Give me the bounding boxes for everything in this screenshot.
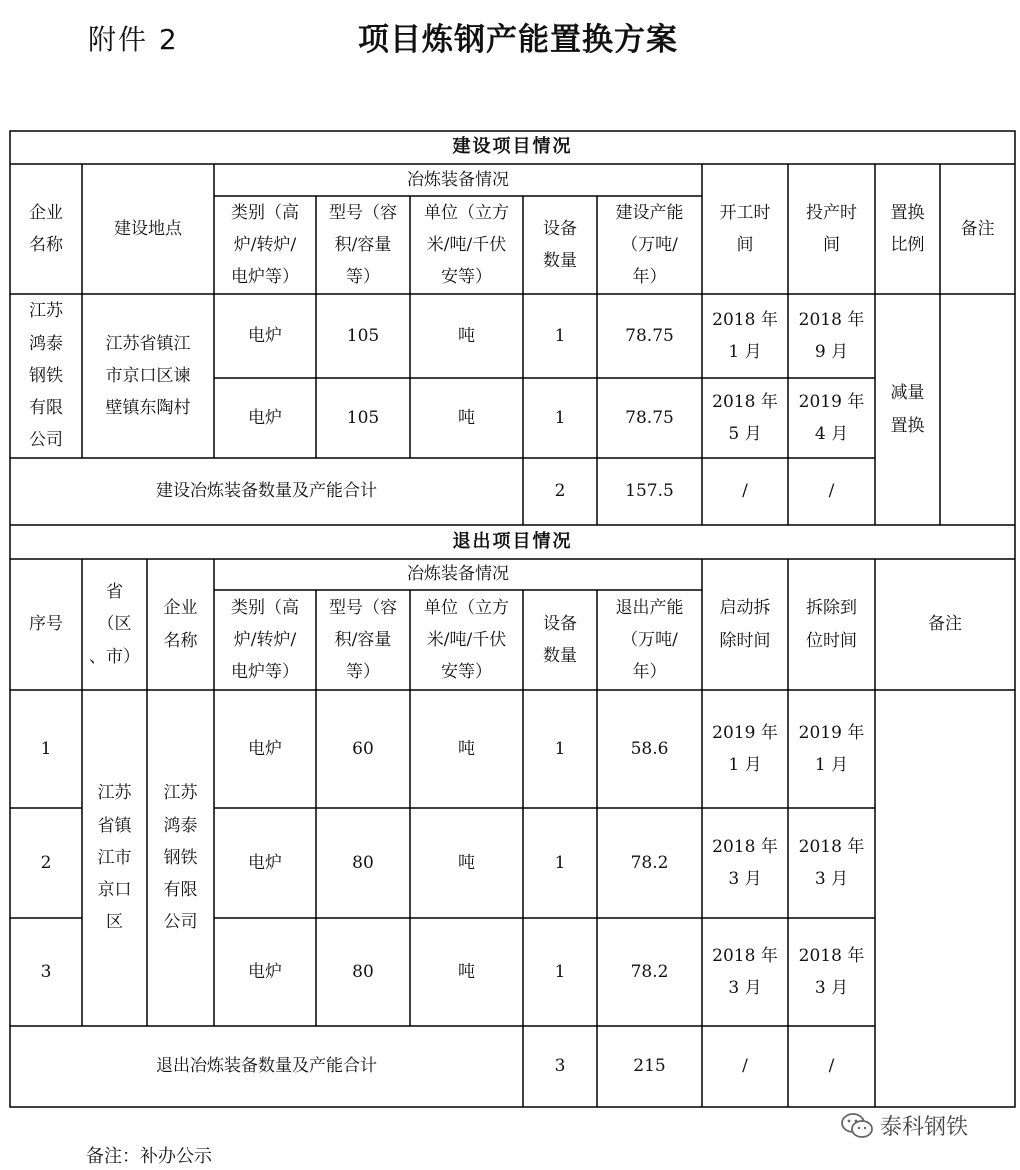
table-row-cell: 105 xyxy=(346,325,380,346)
build-ratio: 减量 置换 xyxy=(890,383,925,436)
table-row-cell: 1 xyxy=(554,738,566,759)
exit-total-done: / xyxy=(828,1056,835,1077)
table-row-cell: 78.75 xyxy=(625,325,674,346)
build-header-capacity: 建设产能 （万吨/ 年） xyxy=(615,202,684,288)
table-row-cell: 吨 xyxy=(458,407,475,428)
table-row-cell: 电炉 xyxy=(248,961,282,982)
build-header-company: 企业 名称 xyxy=(29,202,63,255)
table-row-cell: 60 xyxy=(352,738,374,759)
table-row-cell: 105 xyxy=(346,407,380,428)
build-header-model: 型号（容 积/容量 等） xyxy=(329,202,397,288)
build-header-ratio: 置换 比例 xyxy=(890,202,925,255)
exit-header-company: 企业 名称 xyxy=(163,598,198,651)
table-row-cell: 2018 年 5 月 xyxy=(712,391,778,444)
table-row-cell: 2018 年 3 月 xyxy=(712,945,778,998)
table-row-cell: 吨 xyxy=(458,738,475,759)
exit-section-title: 退出项目情况 xyxy=(452,530,573,552)
table-row-cell: 58.6 xyxy=(630,738,669,759)
build-total-count: 2 xyxy=(554,481,566,502)
footnote: 备注：补办公示 xyxy=(86,1146,212,1167)
table-row-cell: 2018 年 3 月 xyxy=(798,836,865,889)
table-row-cell: 吨 xyxy=(458,852,475,873)
table-row-cell: 78.2 xyxy=(630,961,669,982)
table-row-cell: 80 xyxy=(352,852,374,873)
build-company: 江苏 鸿泰 钢铁 有限 公司 xyxy=(29,301,63,451)
build-header-remark: 备注 xyxy=(960,218,995,239)
table-row-cell: 2018 年 1 月 xyxy=(712,309,778,362)
table-row-cell: 2019 年 1 月 xyxy=(798,722,865,775)
table-row-cell: 2018 年 9 月 xyxy=(798,309,865,362)
build-total-capacity: 157.5 xyxy=(625,481,674,502)
build-header-location: 建设地点 xyxy=(114,218,182,239)
exit-total-capacity: 215 xyxy=(633,1056,666,1077)
wechat-icon xyxy=(840,1112,874,1140)
table-row-cell: 电炉 xyxy=(248,325,282,346)
attachment-label: 附件 2 xyxy=(88,23,179,56)
build-total-label: 建设冶炼装备数量及产能合计 xyxy=(156,481,377,502)
exit-province: 江苏 省镇 江市 京口 区 xyxy=(97,783,132,933)
exit-header-type: 类别（高 炉/转炉/ 电炉等） xyxy=(231,597,299,683)
table-row-cell: 1 xyxy=(554,852,566,873)
exit-header-model: 型号（容 积/容量 等） xyxy=(329,597,397,683)
table-row-cell: 2019 年 1 月 xyxy=(712,722,778,775)
page-title: 项目炼钢产能置换方案 xyxy=(358,22,678,58)
table-row-cell: 78.2 xyxy=(630,852,669,873)
table-row-cell: 电炉 xyxy=(248,407,282,428)
exit-equip-group-header: 冶炼装备情况 xyxy=(407,564,509,585)
exit-total-start: / xyxy=(742,1056,748,1077)
watermark-text: 泰科钢铁 xyxy=(880,1115,969,1140)
table-row-cell: 2018 年 3 月 xyxy=(798,945,865,998)
exit-header-unit: 单位（立方 米/吨/千伏 安等） xyxy=(424,597,509,683)
exit-header-count: 设备 数量 xyxy=(543,613,577,666)
exit-total-label: 退出冶炼装备数量及产能合计 xyxy=(156,1056,377,1077)
exit-header-capacity: 退出产能 （万吨/ 年） xyxy=(615,597,684,683)
table-row-cell: 吨 xyxy=(458,961,475,982)
table-row-cell: 3 xyxy=(40,961,52,982)
table-row-cell: 电炉 xyxy=(248,738,282,759)
table-row-cell: 80 xyxy=(352,961,374,982)
table-row-cell: 1 xyxy=(554,961,566,982)
build-header-unit: 单位（立方 米/吨/千伏 安等） xyxy=(424,202,509,288)
exit-header-remark: 备注 xyxy=(928,614,962,635)
build-equip-group-header: 冶炼装备情况 xyxy=(407,169,509,190)
build-header-start: 开工时 间 xyxy=(719,202,771,255)
build-total-start: / xyxy=(742,481,748,502)
table-row-cell: 吨 xyxy=(458,325,475,346)
exit-header-province: 省 （区 、市） xyxy=(89,582,140,667)
build-header-production: 投产时 间 xyxy=(806,202,857,255)
table-row-cell: 2 xyxy=(40,852,52,873)
table-row-cell: 2019 年 4 月 xyxy=(798,391,865,444)
table-row-cell: 1 xyxy=(554,325,566,346)
build-section-title: 建设项目情况 xyxy=(452,136,573,158)
exit-header-dismantle-done: 拆除到 位时间 xyxy=(806,598,857,651)
exit-total-count: 3 xyxy=(554,1056,566,1077)
table-row-cell: 1 xyxy=(40,738,52,759)
exit-header-no: 序号 xyxy=(29,614,63,635)
exit-header-dismantle-start: 启动拆 除时间 xyxy=(719,598,771,651)
build-location: 江苏省镇江 市京口区谏 壁镇东陶村 xyxy=(105,333,191,419)
table-row-cell: 电炉 xyxy=(248,852,282,873)
exit-company: 江苏 鸿泰 钢铁 有限 公司 xyxy=(163,783,198,933)
build-header-count: 设备 数量 xyxy=(543,218,577,271)
table-row-cell: 1 xyxy=(554,407,566,428)
watermark xyxy=(840,1110,968,1141)
build-total-production: / xyxy=(828,481,835,502)
table-row-cell: 2018 年 3 月 xyxy=(712,836,778,889)
table-row-cell: 78.75 xyxy=(625,407,674,428)
build-header-type: 类别（高 炉/转炉/ 电炉等） xyxy=(231,202,299,288)
